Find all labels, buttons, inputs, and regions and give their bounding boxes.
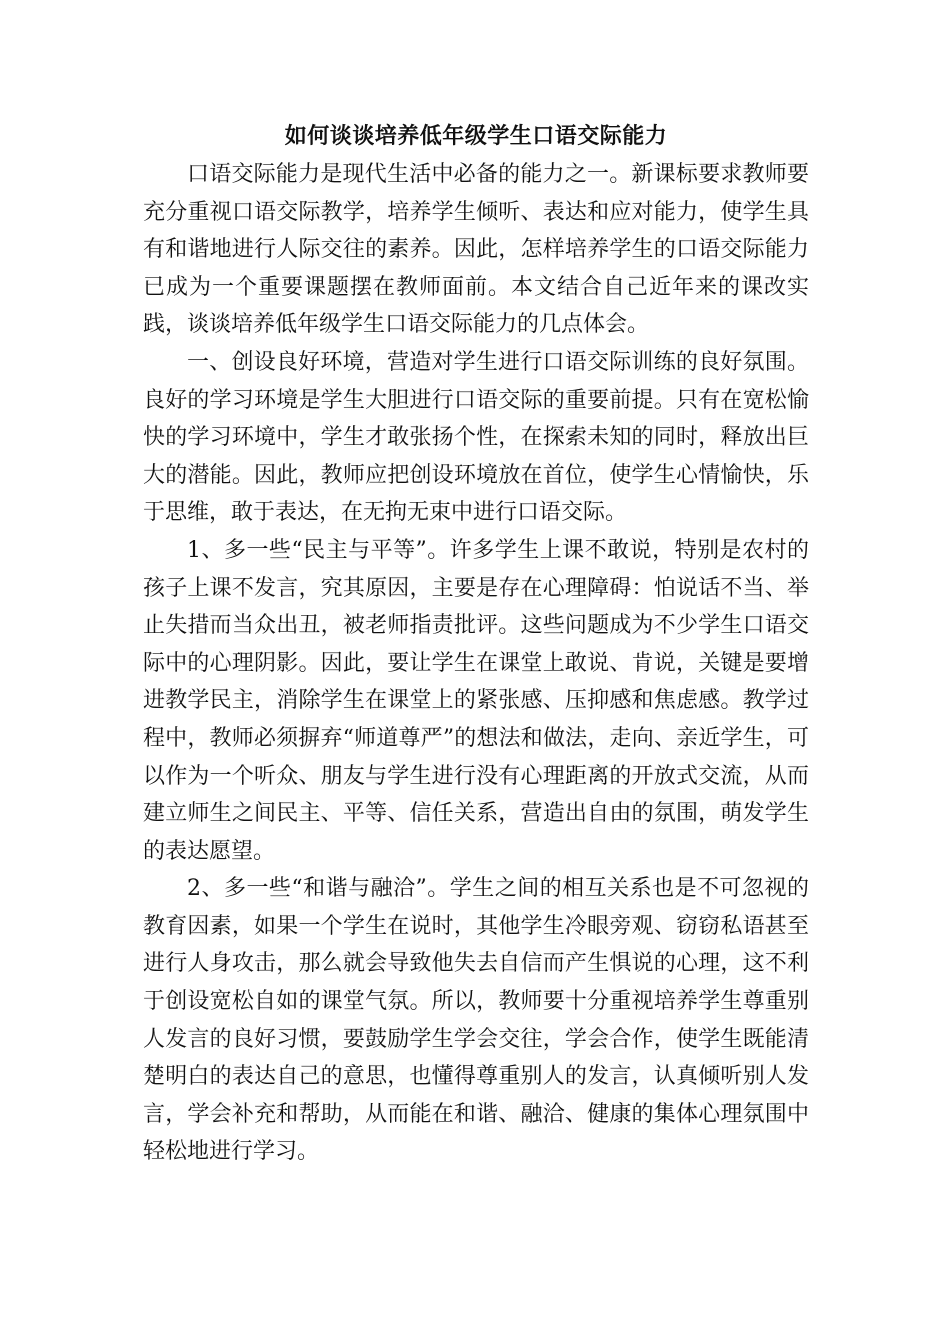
paragraph-point-one: 1、多一些“民主与平等”。许多学生上课不敢说，特别是农村的孩子上课不发言，究其原因，主要是存在心理障碍：怕说话不当、举止失措而当众出丑，被老师指责批评。这些问题成为不少学生口语交际中的心理阴影。因此，要让学生在课堂上敢说、肯说，关键是要增进教学民主，消除学生在课堂上的紧张感、压抑感和焦虑感。教学过程中，教师必须摒弃“师道尊严”的想法和做法，走向、亲近学生，可以作为一个听众、朋友与学生进行没有心理距离的开放式交流，从而建立师生之间民主、平等、信任关系，营造出自由的氛围，萌发学生的表达愿望。	[143, 537, 809, 864]
document-title: 如何谈谈培养低年级学生口语交际能力	[284, 123, 668, 149]
paragraph-section-one: 一、创设良好环境，营造对学生进行口语交际训练的良好氛围。良好的学习环境是学生大胆进行口语交际的重要前提。只有在宽松愉快的学习环境中，学生才敢张扬个性，在探索未知的同时，释放出巨大的潜能。因此，教师应把创设环境放在首位，使学生心情愉快，乐于思维，敢于表达，在无拘无束中进行口语交际。	[143, 349, 809, 526]
paragraph-intro: 口语交际能力是现代生活中必备的能力之一。新课标要求教师要充分重视口语交际教学，培养学生倾听、表达和应对能力，使学生具有和谐地进行人际交往的素养。因此，怎样培养学生的口语交际能力已成为一个重要课题摆在教师面前。本文结合自己近年来的课改实践，谈谈培养低年级学生口语交际能力的几点体会。	[143, 162, 809, 338]
document-body	[143, 118, 809, 1171]
paragraph-point-two: 2、多一些“和谐与融洽”。学生之间的相互关系也是不可忽视的教育因素，如果一个学生在说时，其他学生冷眼旁观、窃窃私语甚至进行人身攻击，那么就会导致他失去自信而产生惧说的心理，这不利于创设宽松自如的课堂气氛。所以，教师要十分重视培养学生尊重别人发言的良好习惯，要鼓励学生学会交往，学会合作，使学生既能清楚明白的表达自己的意思，也懂得尊重别人的发言，认真倾听别人发言，学会补充和帮助，从而能在和谐、融洽、健康的集体心理氛围中轻松地进行学习。	[143, 876, 809, 1165]
